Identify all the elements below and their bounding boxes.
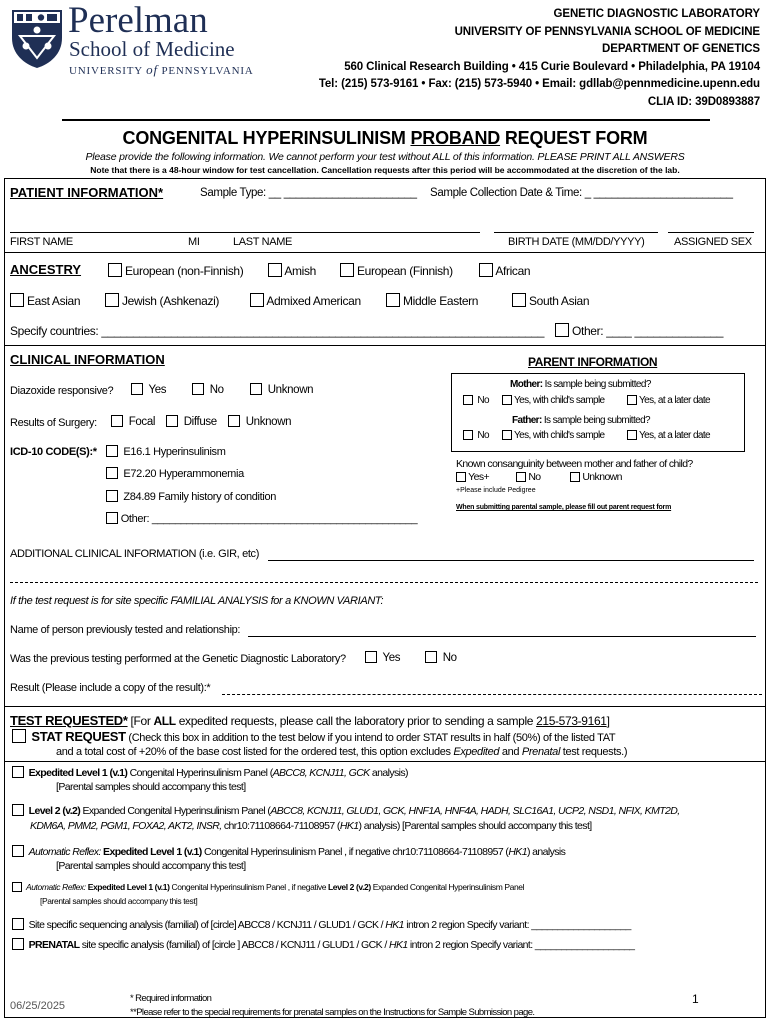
pedigree-note: +Please include Pedigree [456,487,536,494]
checkbox[interactable] [365,651,377,663]
result-line[interactable] [222,694,762,695]
checkbox[interactable] [627,430,637,440]
icd-e16-1[interactable]: E16.1 Hyperinsulinism [106,445,226,458]
checkbox[interactable] [106,512,118,524]
checkbox[interactable] [12,766,24,778]
surgery-unknown[interactable]: Unknown [228,415,291,428]
parental-submission-note: When submitting parental sample, please fill out parent request form [456,504,672,511]
checkbox[interactable] [512,293,526,307]
checkbox[interactable] [106,467,118,479]
checkbox[interactable] [106,490,118,502]
last-name-label: LAST NAME [233,236,292,248]
checkbox[interactable] [250,293,264,307]
parent-info-heading: PARENT INFORMATION [528,355,658,369]
birth-date-line[interactable] [494,232,658,233]
additional-clinical-label: ADDITIONAL CLINICAL INFORMATION (i.e. GIR, etc) [10,548,260,560]
checkbox[interactable] [12,882,22,892]
checkbox[interactable] [502,395,512,405]
mi-label: MI [188,236,200,248]
consanguinity-unknown[interactable]: Unknown [570,471,622,483]
checkbox[interactable] [108,263,122,277]
checkbox[interactable] [12,804,24,816]
ancestry-south-asian[interactable]: South Asian [512,293,589,308]
auto-reflex-level2-option[interactable]: Automatic Reflex: Expedited Level 1 (v.1) Congenital Hyperinsulinism Panel , if negative Level 2 (v.2) Expanded Congenital Hyperinsulinism Panel [12,882,524,892]
sample-type-field[interactable]: Sample Type: __ ______________________ [200,187,417,199]
site-specific-option[interactable]: Site specific sequencing analysis (familial) of [circle] ABCC8 / KCNJ11 / GLUD1 / GCK / HK1 intron 2 region Specify variant: ___________________ [12,918,631,931]
checkbox[interactable] [250,383,262,395]
prenatal-requirements-note: **Please refer to the special requirements for prenatal samples on the Instructions for Sample Submission page. [130,1007,535,1018]
clinical-info-heading: CLINICAL INFORMATION [10,352,165,367]
auto-reflex-level2-parental-note: [Parental samples should accompany this test] [40,896,198,906]
ancestry-european-finnish[interactable]: European (Finnish) [340,263,453,278]
checkbox[interactable] [10,293,24,307]
checkbox[interactable] [570,472,580,482]
checkbox[interactable] [386,293,400,307]
section-divider [5,345,765,346]
previous-testing-yes[interactable]: Yes [365,651,400,664]
consanguinity-yes[interactable]: Yes+ [456,471,489,483]
consanguinity-question: Known consanguinity between mother and father of child? [456,458,693,470]
diazoxide-label: Diazoxide responsive? [10,385,114,397]
result-label: Result (Please include a copy of the result):* [10,682,211,694]
first-name-label: FIRST NAME [10,236,73,248]
test-requested-heading: TEST REQUESTED* [For ALL expedited requests, please call the laboratory prior to sending a sample 215-573-9161] [10,713,610,728]
checkbox[interactable] [502,430,512,440]
icd-e72-20[interactable]: E72.20 Hyperammonemia [106,467,244,480]
school-subtitle: School of Medicine [69,37,235,61]
ancestry-jewish[interactable]: Jewish (Ashkenazi) [105,293,219,308]
auto-reflex-parental-note: [Parental samples should accompany this test] [56,860,246,872]
icd-other[interactable]: Other: ______________________________________________ [106,512,417,525]
assigned-sex-line[interactable] [668,232,754,233]
required-note: * Required information [130,993,212,1004]
checkbox[interactable] [166,415,178,427]
surgery-focal[interactable]: Focal [111,415,155,428]
stat-request-option[interactable]: STAT REQUEST (Check this box in addition to the test below if you intend to order STAT results in half (50%) of the listed TAT [12,729,615,744]
checkbox[interactable] [192,383,204,395]
checkbox[interactable] [425,651,437,663]
familial-analysis-note: If the test request is for site specific FAMILIAL ANALYSIS for a KNOWN VARIANT: [10,595,384,607]
auto-reflex-level1-option[interactable]: Automatic Reflex: Expedited Level 1 (v.1) Congenital Hyperinsulinism Panel , if negative chr10:71108664-71108957 (HK1) analysis [12,845,565,858]
surgery-diffuse[interactable]: Diffuse [166,415,217,428]
university-name: UNIVERSITY of PENNSYLVANIA [69,62,254,77]
section-divider [5,761,765,762]
icd-codes-label: ICD-10 CODE(S):* [10,446,97,458]
form-date: 06/25/2025 [10,1000,66,1012]
father-no[interactable]: No [463,430,489,441]
specify-countries-field[interactable]: Specify countries: ______________________________________________________________________ [10,324,545,338]
birth-date-label: BIRTH DATE (MM/DD/YYYY) [508,236,645,248]
checkbox[interactable] [111,415,123,427]
ancestry-middle-eastern[interactable]: Middle Eastern [386,293,478,308]
diazoxide-no[interactable]: No [192,383,224,396]
additional-clinical-line[interactable] [268,560,754,561]
level2-option[interactable]: Level 2 (v.2) Expanded Congenital Hyperinsulinism Panel (ABCC8, KCNJ11, GLUD1, GCK, HNF1A, HNF4A, HADH, SLC16A1, UCP2, NSD1, NFIX, KMT2D, [12,804,680,817]
form-title: CONGENITAL HYPERINSULINISM PROBAND REQUEST FORM [122,128,648,148]
mother-no[interactable]: No [463,395,489,406]
mother-yes-later[interactable]: Yes, at a later date [627,395,710,406]
checkbox[interactable] [105,293,119,307]
checkbox[interactable] [12,845,24,857]
checkbox[interactable] [555,323,569,337]
checkbox[interactable] [463,430,473,440]
diazoxide-unknown[interactable]: Unknown [250,383,313,396]
surgery-label: Results of Surgery: [10,417,97,429]
checkbox[interactable] [340,263,354,277]
father-yes-later[interactable]: Yes, at a later date [627,430,710,441]
cancellation-note: Note that there is a 48-hour window for test cancellation. Cancellation requests after this period will be accommodated at the discretion of the lab. [90,165,680,175]
patient-info-heading: PATIENT INFORMATION* [10,185,164,200]
assigned-sex-label: ASSIGNED SEX [674,236,752,248]
ancestry-admixed-american[interactable]: Admixed American [250,293,361,308]
checkbox[interactable] [456,472,466,482]
school-name: Perelman [68,0,208,41]
checkbox[interactable] [479,263,493,277]
consanguinity-no[interactable]: No [516,471,541,483]
page-number: 1 [692,992,699,1006]
previous-testing-label: Was the previous testing performed at the Genetic Diagnostic Laboratory? [10,653,346,665]
checkbox[interactable] [12,729,26,743]
person-tested-line[interactable] [248,636,756,637]
ancestry-amish[interactable]: Amish [268,263,316,278]
section-divider [5,252,765,253]
mother-yes-with-child[interactable]: Yes, with child's sample [502,395,605,406]
person-tested-label: Name of person previously tested and relationship: [10,624,241,636]
ancestry-east-asian[interactable]: East Asian [10,293,80,308]
checkbox[interactable] [12,938,24,950]
form-instructions: Please provide the following information. We cannot perform your test without ALL of this information. PLEASE PRINT ALL ANSWERS [85,151,685,163]
additional-clinical-line-2[interactable] [10,582,758,583]
level2-genes-continued: KDM6A, PMM2, PGM1, FOXA2, AKT2, INSR, chr10:71108664-71108957 (HK1) analysis) [Parental samples should accompany this test] [30,820,592,832]
checkbox[interactable] [463,395,473,405]
section-divider [5,706,765,707]
previous-testing-no[interactable]: No [425,651,457,664]
collection-date-field[interactable]: Sample Collection Date & Time: _ _______________________ [430,187,733,199]
checkbox[interactable] [106,445,118,457]
checkbox[interactable] [228,415,240,427]
checkbox[interactable] [516,472,526,482]
expedited-parental-note: [Parental samples should accompany this test] [56,781,246,793]
father-yes-with-child[interactable]: Yes, with child's sample [502,430,605,441]
stat-request-note: and a total cost of +20% of the base cost listed for the ordered test, this option excludes Expedited and Prenatal test requests.) [56,746,628,758]
ancestry-other[interactable]: Other: ____ ______________ [555,323,723,338]
prenatal-option[interactable]: PRENATAL site specific analysis (familial) of [circle ] ABCC8 / KCNJ11 / GLUD1 / GCK / HK1 intron 2 region Specify variant: ___________________ [12,938,634,951]
expedited-level1-option[interactable]: Expedited Level 1 (v.1) Congenital Hyperinsulinism Panel (ABCC8, KCNJ11, GCK analysis) [12,766,408,779]
mother-question: Mother: Is sample being submitted? [510,379,651,390]
ancestry-heading: ANCESTRY [10,262,82,277]
header-divider [62,119,710,121]
checkbox[interactable] [12,918,24,930]
checkbox[interactable] [268,263,282,277]
checkbox[interactable] [627,395,637,405]
checkbox[interactable] [131,383,143,395]
ancestry-european-nonfinnish[interactable]: European (non-Finnish) [108,263,243,278]
icd-z84-89[interactable]: Z84.89 Family history of condition [106,490,276,503]
diazoxide-yes[interactable]: Yes [131,383,166,396]
father-question: Father: Is sample being submitted? [512,415,651,426]
lab-contact-info: GENETIC DIAGNOSTIC LABORATORY UNIVERSITY OF PENNSYLVANIA SCHOOL OF MEDICINE DEPARTMENT OF GENETICS 560 Clinical Research Building • 415 Curie Boulevard • Philadelphia, PA 19104 Tel: (215) 573-9161 • Fax: (215) 573-5940 • Email: gdllab@pennmedicine.upenn.edu CLIA ID: 39D0893887 [318,8,760,108]
ancestry-african[interactable]: African [479,263,530,278]
patient-name-line[interactable] [10,232,480,233]
penn-shield-icon [10,8,64,70]
